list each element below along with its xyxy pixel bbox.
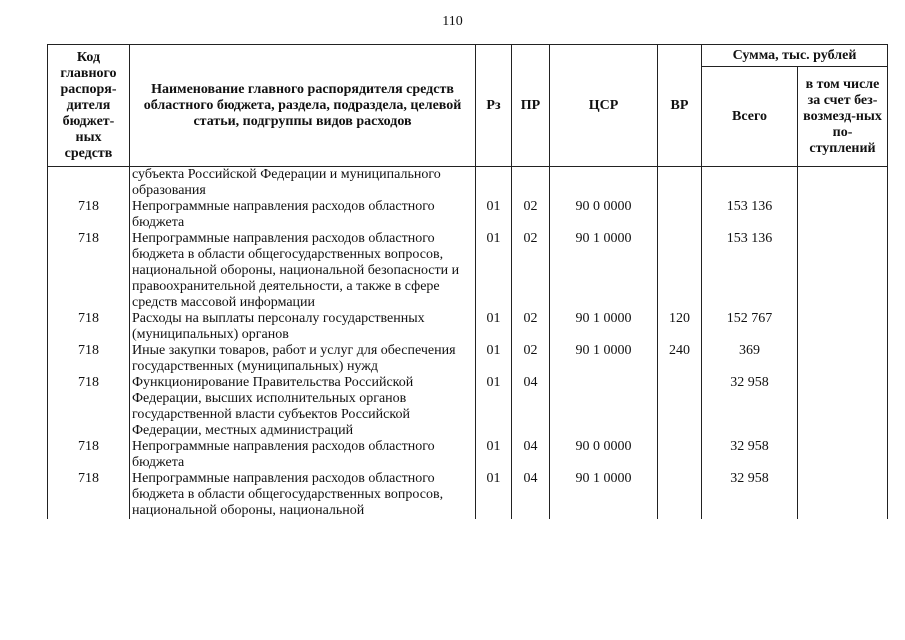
cell-code: 718 <box>48 231 130 311</box>
cell-vr <box>658 471 702 519</box>
cell-rz: 01 <box>476 439 512 471</box>
cell-name: Непрограммные направления расходов областного бюджета <box>130 199 476 231</box>
cell-total: 32 958 <box>702 471 798 519</box>
table-row <box>48 471 888 519</box>
header-csr: ЦСР <box>550 45 658 167</box>
header-total: Всего <box>702 67 798 167</box>
cell-name: субъекта Российской Федерации и муниципального образования <box>130 167 476 200</box>
budget-table <box>47 44 888 519</box>
cell-pr: 04 <box>512 375 550 439</box>
cell-csr <box>550 167 658 200</box>
cell-total <box>702 167 798 200</box>
cell-grants <box>798 439 888 471</box>
table-row <box>48 375 888 439</box>
cell-code: 718 <box>48 439 130 471</box>
cell-vr: 240 <box>658 343 702 375</box>
cell-vr <box>658 199 702 231</box>
cell-grants <box>798 167 888 200</box>
cell-vr <box>658 439 702 471</box>
cell-name: Непрограммные направления расходов областного бюджета в области общегосударственных вопросов, национальной обороны, национальной безопасности и правоохранительной деятельности, а также в сфере средств массовой информации <box>130 231 476 311</box>
header-code: Код главного распоря-дителя бюджет-ных средств <box>48 45 130 167</box>
cell-code <box>48 167 130 200</box>
cell-total: 32 958 <box>702 375 798 439</box>
cell-pr: 02 <box>512 311 550 343</box>
cell-csr: 90 0 0000 <box>550 199 658 231</box>
cell-csr: 90 0 0000 <box>550 439 658 471</box>
cell-grants <box>798 231 888 311</box>
cell-name: Непрограммные направления расходов областного бюджета <box>130 439 476 471</box>
cell-total: 153 136 <box>702 231 798 311</box>
cell-code: 718 <box>48 343 130 375</box>
header-sum: Сумма, тыс. рублей <box>702 45 888 67</box>
cell-grants <box>798 199 888 231</box>
table-body <box>48 167 888 520</box>
cell-rz: 01 <box>476 375 512 439</box>
cell-pr: 02 <box>512 231 550 311</box>
table-row <box>48 199 888 231</box>
header-name: Наименование главного распорядителя средств областного бюджета, раздела, подраздела, целевой статьи, подгруппы видов расходов <box>130 45 476 167</box>
cell-vr <box>658 167 702 200</box>
cell-csr <box>550 375 658 439</box>
cell-csr: 90 1 0000 <box>550 471 658 519</box>
cell-pr <box>512 167 550 200</box>
cell-grants <box>798 471 888 519</box>
cell-vr <box>658 375 702 439</box>
cell-rz: 01 <box>476 311 512 343</box>
cell-code: 718 <box>48 375 130 439</box>
cell-grants <box>798 311 888 343</box>
header-pr: ПР <box>512 45 550 167</box>
table-row <box>48 439 888 471</box>
cell-pr: 04 <box>512 471 550 519</box>
table-row <box>48 343 888 375</box>
table-row <box>48 311 888 343</box>
cell-rz: 01 <box>476 199 512 231</box>
cell-vr: 120 <box>658 311 702 343</box>
cell-total: 32 958 <box>702 439 798 471</box>
cell-grants <box>798 375 888 439</box>
cell-grants <box>798 343 888 375</box>
cell-pr: 04 <box>512 439 550 471</box>
cell-csr: 90 1 0000 <box>550 343 658 375</box>
header-vr: ВР <box>658 45 702 167</box>
cell-total: 152 767 <box>702 311 798 343</box>
table-row <box>48 231 888 311</box>
cell-name: Непрограммные направления расходов областного бюджета в области общегосударственных вопросов, национальной обороны, национальной <box>130 471 476 519</box>
cell-name: Иные закупки товаров, работ и услуг для обеспечения государственных (муниципальных) нужд <box>130 343 476 375</box>
cell-total: 153 136 <box>702 199 798 231</box>
cell-rz: 01 <box>476 343 512 375</box>
cell-rz <box>476 167 512 200</box>
cell-pr: 02 <box>512 343 550 375</box>
cell-code: 718 <box>48 311 130 343</box>
cell-csr: 90 1 0000 <box>550 231 658 311</box>
cell-code: 718 <box>48 471 130 519</box>
cell-rz: 01 <box>476 471 512 519</box>
cell-name: Функционирование Правительства Российской Федерации, высших исполнительных органов государственной власти субъектов Российской Федерации, местных администраций <box>130 375 476 439</box>
cell-rz: 01 <box>476 231 512 311</box>
table-row <box>48 167 888 200</box>
page-number: 110 <box>442 14 463 29</box>
cell-pr: 02 <box>512 199 550 231</box>
cell-total: 369 <box>702 343 798 375</box>
cell-code: 718 <box>48 199 130 231</box>
header-rz: Рз <box>476 45 512 167</box>
cell-name: Расходы на выплаты персоналу государственных (муниципальных) органов <box>130 311 476 343</box>
header-grants: в том числе за счет без-возмезд-ных по-ступлений <box>798 67 888 167</box>
cell-csr: 90 1 0000 <box>550 311 658 343</box>
cell-vr <box>658 231 702 311</box>
